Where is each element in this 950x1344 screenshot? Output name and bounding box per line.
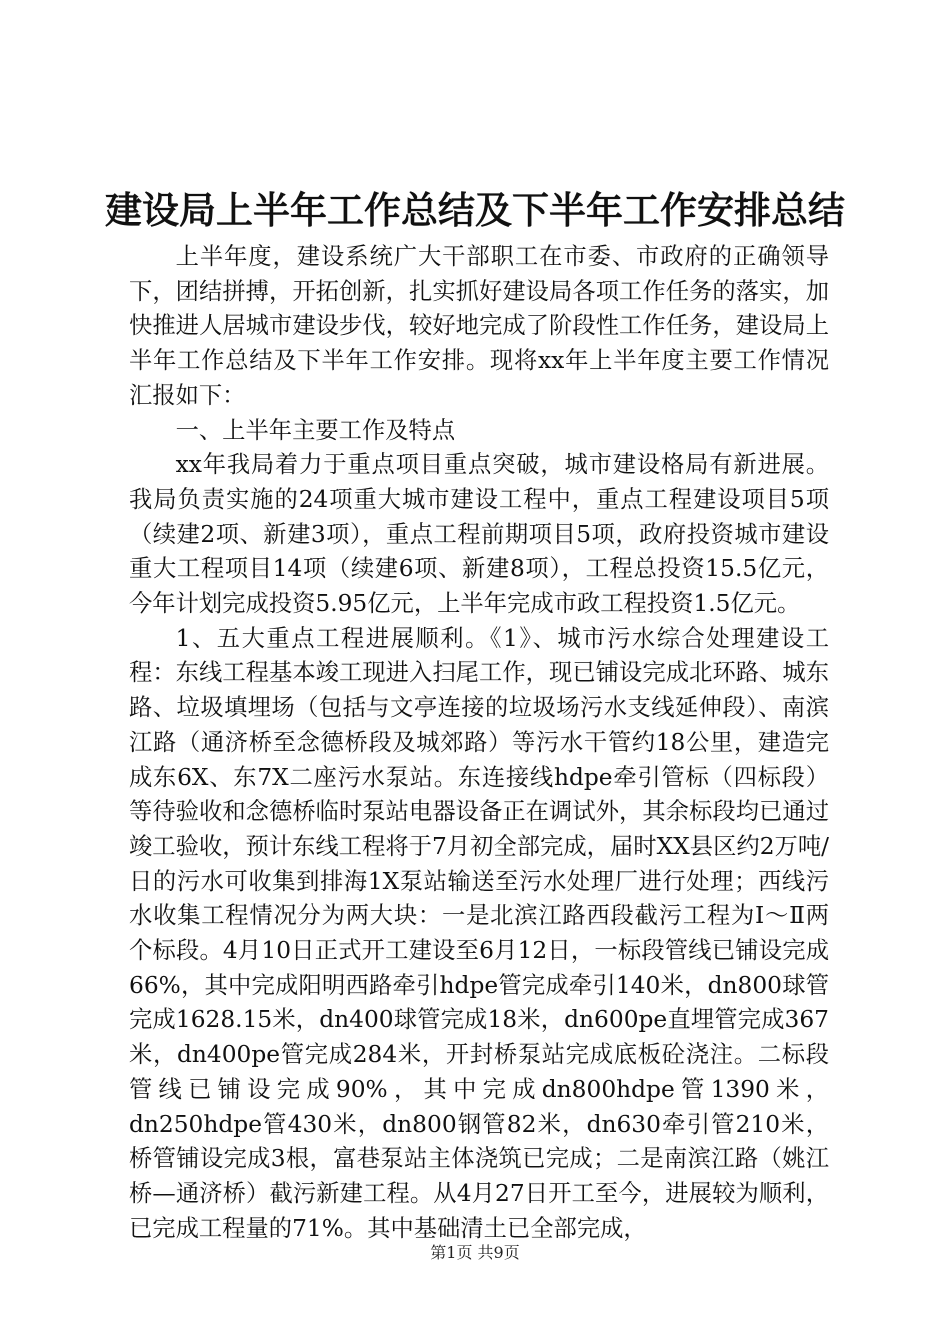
paragraph-overview: xx年我局着力于重点项目重点突破，城市建设格局有新进展。我局负责实施的24项重大城市建设工程中，重点工程建设项目5项（续建2项、新建3项），重点工程前期项目5项，政府投资城市建设重大工程项目14项（续建6项、新建8项），工程总投资15.5亿元，今年计划完成投资5.95亿元，上半年完成市政工程投资1.5亿元。 bbox=[129, 451, 829, 618]
paragraph-intro: 上半年度，建设系统广大干部职工在市委、市政府的正确领导下，团结拼搏，开拓创新，扎实抓好建设局各项工作任务的落实，加快推进人居城市建设步伐，较好地完成了阶段性工作任务，建设局上半年工作总结及下半年工作安排。现将xx年上半年度主要工作情况汇报如下： bbox=[129, 243, 829, 409]
section-heading: 一、上半年主要工作及特点 bbox=[175, 416, 456, 444]
paragraph-key-projects: 1、五大重点工程进展顺利。《1》、城市污水综合处理建设工程：东线工程基本竣工现进入扫尾工作，现已铺设完成北环路、城东路、垃圾填埋场（包括与文亭连接的垃圾场污水支线延伸段）、南滨江路（通济桥至念德桥段及城郊路）等污水干管约18公里，建造完成东6X、东7X二座污水泵站。东连接线hdpe牵引管标（四标段）等待验收和念德桥临时泵站电器设备正在调试外，其余标段均已通过竣工验收，预计东线工程将于7月初全部完成，届时XX县区约2万吨/日的污水可收集到排海1X泵站输送至污水处理厂进行处理；西线污水收集工程情况分为两大块：一是北滨江路西段截污工程为Ⅰ～Ⅱ两个标段。4月10日正式开工建设至6月12日，一标段管线已铺设完成66%，其中完成阳明西路牵引hdpe管完成牵引140米，dn800球管完成1628.15米，dn400球管完成18米，dn600pe直埋管完成367米，dn400pe管完成284米，开封桥泵站完成底板砼浇注。二标段管线已铺设完成90%，其中完成dn800hdpe管1390米，dn250hdpe管430米，dn800钢管82米，dn630牵引管210米，桥管铺设完成3根，富巷泵站主体浇筑已完成；二是南滨江路（姚江桥—通济桥）截污新建工程。从4月27日开工至今，进展较为顺利，已完成工程量的71%。其中基础清土已全部完成， bbox=[129, 624, 829, 1242]
page-number-footer: 第1页 共9页 bbox=[430, 1243, 520, 1262]
document-title: 建设局上半年工作总结及下半年工作安排总结 bbox=[105, 188, 845, 232]
document-body bbox=[129, 240, 829, 1246]
